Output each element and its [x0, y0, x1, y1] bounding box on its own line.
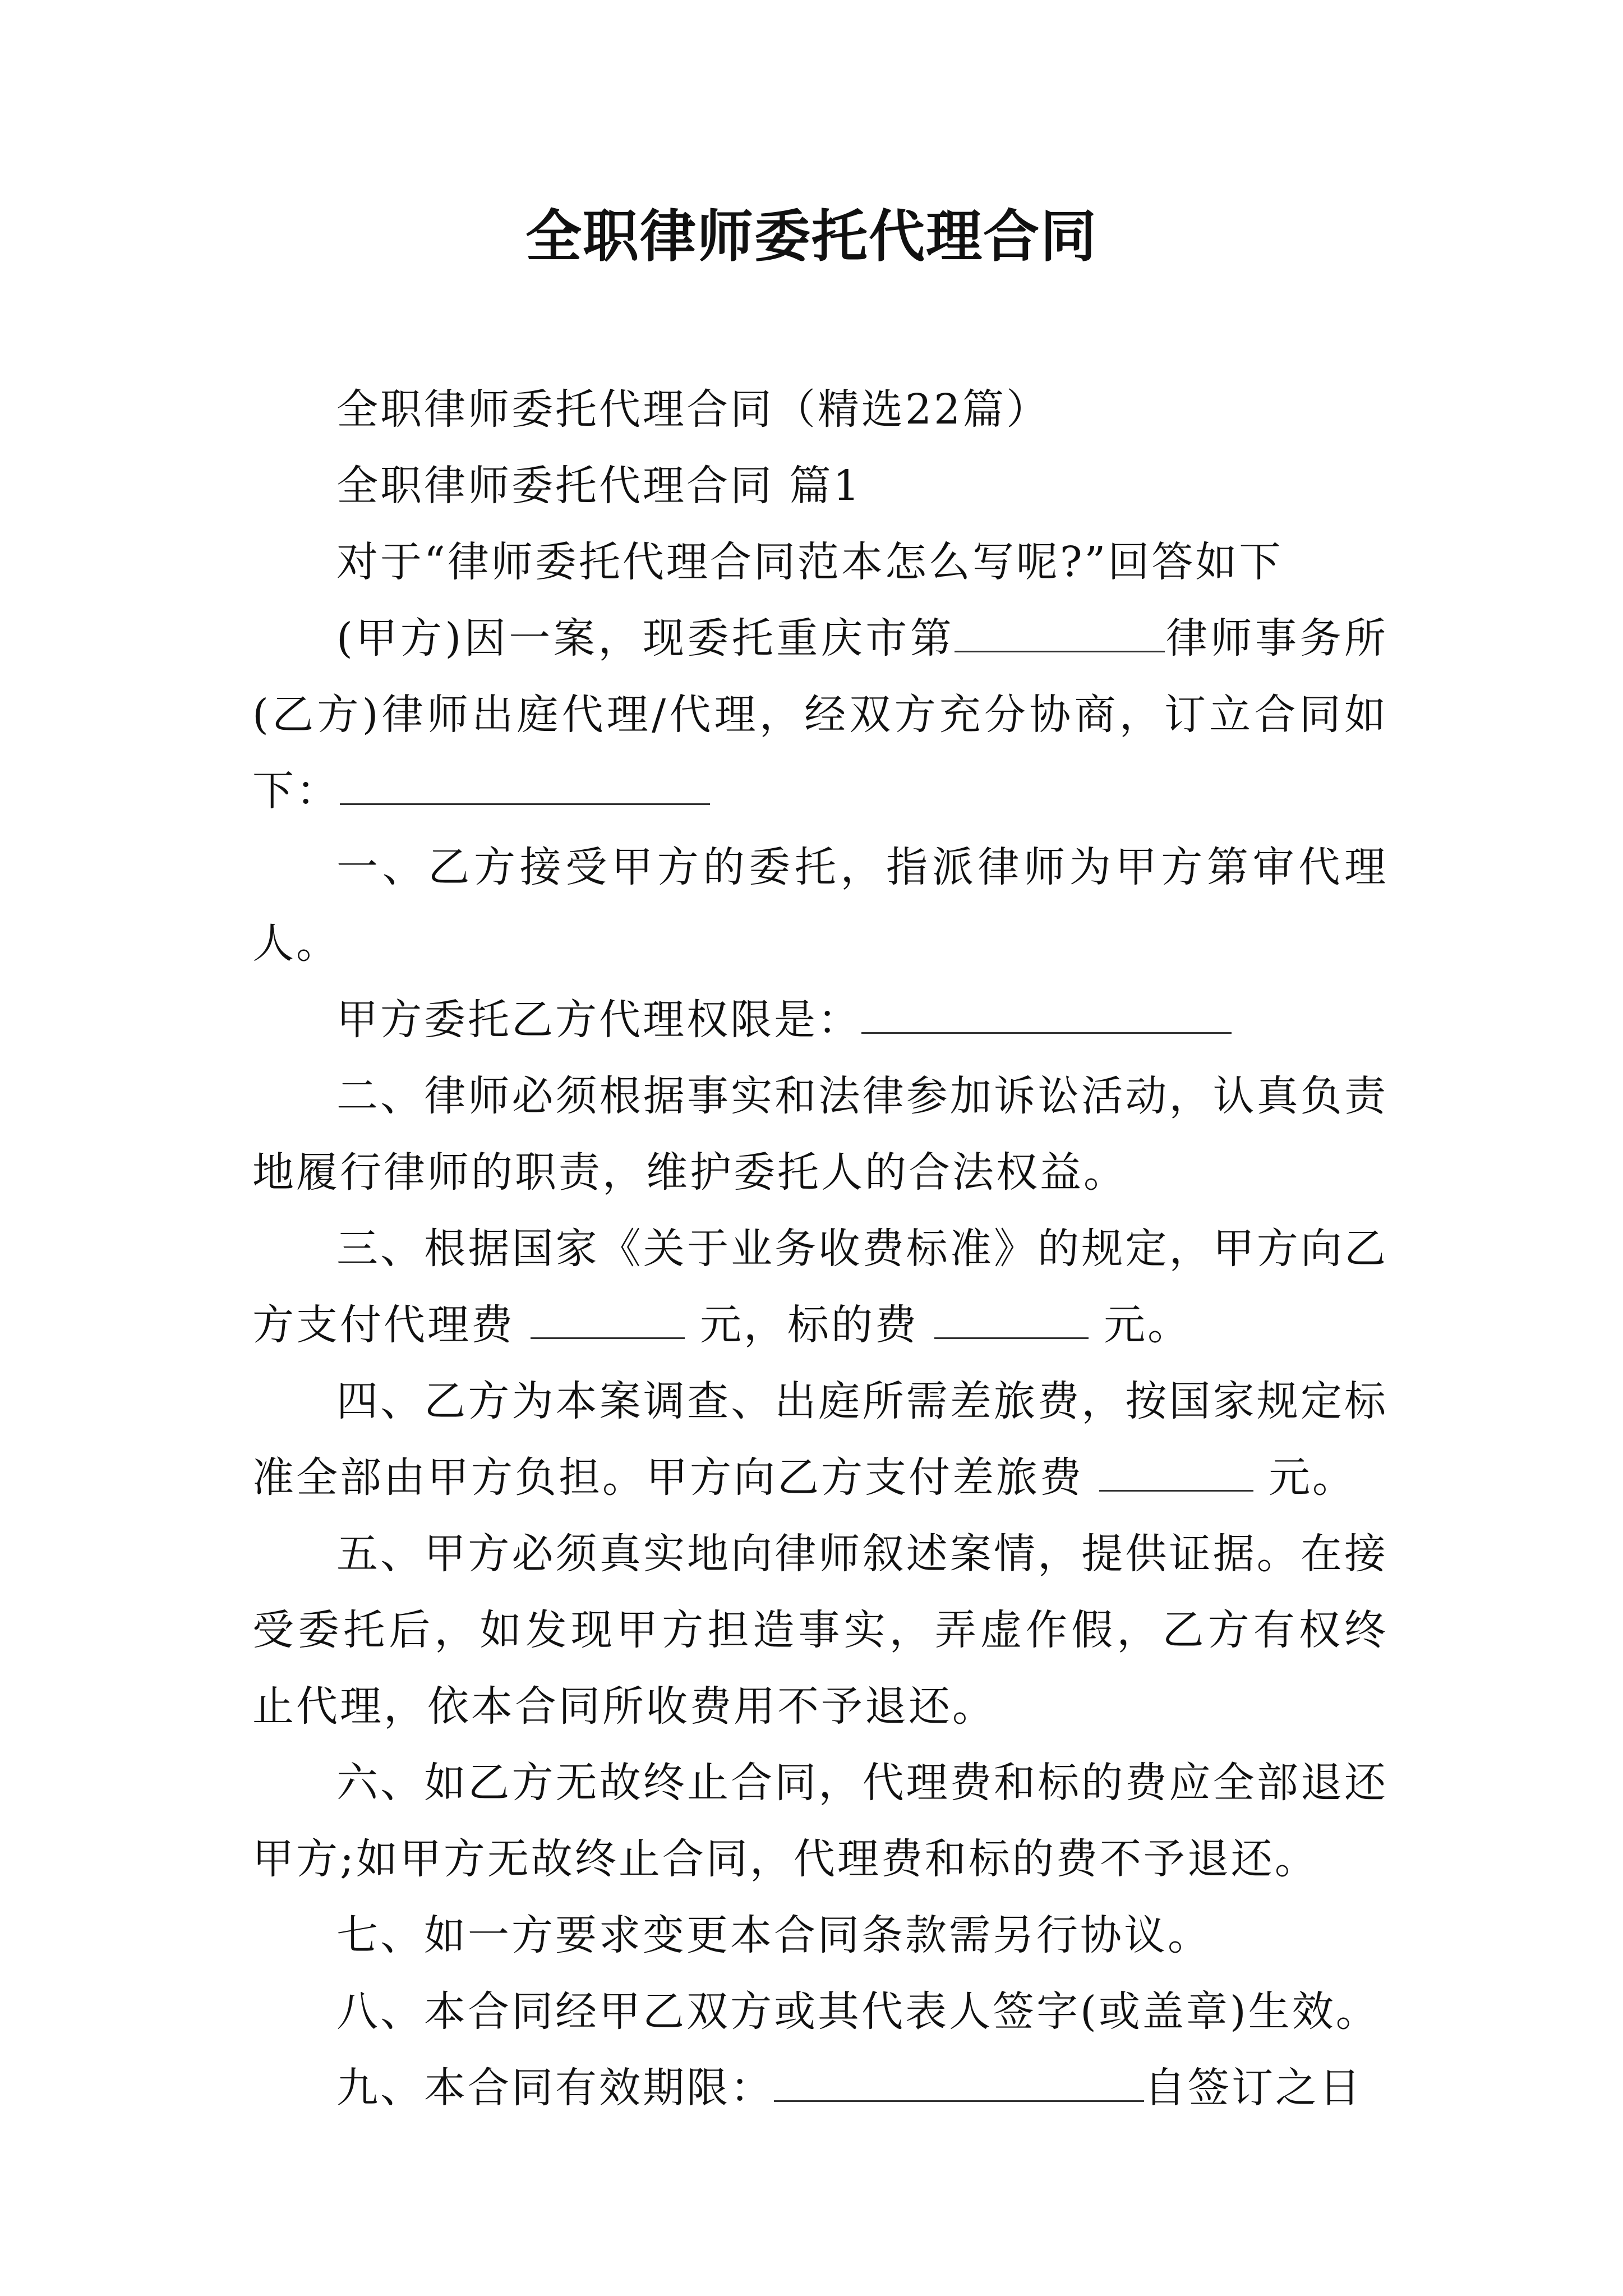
clause-6: 六、如乙方无故终止合同，代理费和标的费应全部退还甲方;如甲方无故终止合同，代理费和标的费不予退还。 — [252, 1759, 1388, 1883]
clause-9 — [252, 2050, 1388, 2126]
clause-9-text-b: 自签订之日 — [1144, 2064, 1363, 2112]
document-body — [252, 371, 1388, 2126]
fill-blank-parties[interactable] — [340, 769, 710, 805]
paragraph-parties-text-b: 律师事务所(乙方)律师出庭代理/代理，经双方充分协商，订立合同如下： — [252, 614, 1388, 815]
fill-blank-validity[interactable] — [774, 2065, 1144, 2102]
fill-blank-subject-fee[interactable] — [934, 1303, 1089, 1339]
clause-3-text-a: 三、根据国家《关于业务收费标准》的规定，甲方向乙方支付代理费 — [252, 1225, 1388, 1349]
paragraph-intro: 对于“律师委托代理合同范本怎么写呢?”回答如下 — [336, 538, 1283, 586]
clause-2: 二、律师必须根据事实和法律参加诉讼活动，认真负责地履行律师的职责，维护委托人的合法权益。 — [252, 1072, 1388, 1197]
paragraph-authority — [252, 982, 1388, 1058]
clause-4-text-b: 元。 — [1269, 1453, 1357, 1502]
clause-8: 八、本合同经甲乙双方或其代表人签字(或盖章)生效。 — [336, 1987, 1380, 2036]
fill-blank-firm-number[interactable] — [955, 616, 1165, 652]
document-title: 全职律师委托代理合同 — [525, 204, 1098, 269]
paragraph-collection-title: 全职律师委托代理合同（精选22篇） — [336, 385, 1050, 434]
clause-4 — [252, 1363, 1388, 1516]
clause-7: 七、如一方要求变更本合同条款需另行协议。 — [336, 1911, 1211, 1959]
fill-blank-authority[interactable] — [861, 997, 1232, 1034]
paragraph-section-heading: 全职律师委托代理合同 篇1 — [336, 462, 862, 510]
clause-1: 一、乙方接受甲方的委托，指派律师为甲方第审代理人。 — [252, 843, 1388, 968]
fill-blank-agency-fee[interactable] — [531, 1303, 685, 1339]
paragraph-authority-text: 甲方委托乙方代理权限是： — [336, 996, 861, 1044]
paragraph-parties — [252, 600, 1388, 829]
paragraph-parties-text-a: (甲方)因一案，现委托重庆市第 — [336, 614, 955, 662]
clause-4-text-a: 四、乙方为本案调查、出庭所需差旅费，按国家规定标准全部由甲方负担。甲方向乙方支付差旅费 — [252, 1377, 1388, 1502]
clause-3-text-b: 元，标的费 — [700, 1301, 919, 1349]
fill-blank-travel-fee[interactable] — [1099, 1455, 1253, 1492]
clause-9-text-a: 九、本合同有效期限： — [336, 2064, 774, 2112]
clause-3 — [252, 1211, 1388, 1363]
clause-5: 五、甲方必须真实地向律师叙述案情，提供证据。在接受委托后，如发现甲方担造事实，弄虚作假，乙方有权终止代理，依本合同所收费用不予退还。 — [252, 1530, 1388, 1731]
clause-3-text-c: 元。 — [1104, 1301, 1192, 1349]
